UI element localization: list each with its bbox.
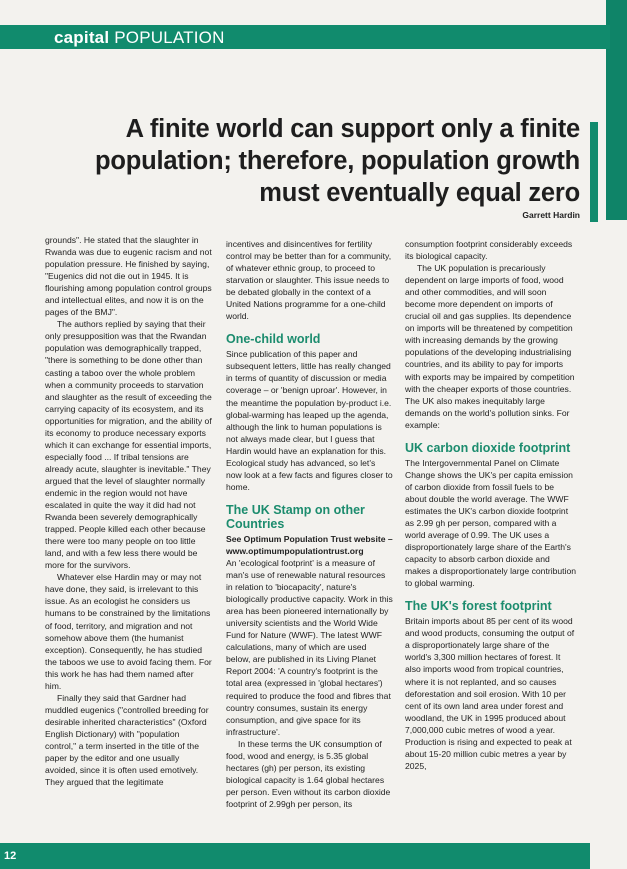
section-header-band [0,25,610,49]
headline-line-2: population; therefore, population growth [95,147,580,175]
paragraph: consumption footprint considerably exceeds its biological capacity. [405,239,573,262]
paragraph: Finally they said that Gardner had muddled eugenics ("controlled breeding for desirable inherited characteristics" (Oxford English Dictionary) with "population control," a term inserted in the title of the paper by the editor and one usually avoided, since it is often used emotively. They argued that the legitimate [45,692,209,788]
source-reference: See Optimum Population Trust website – www.optimumpopulationtrust.org [226,533,393,556]
paragraph: An 'ecological footprint' is a measure of man's use of renewable natural resources in relation to 'biocapacity', nature's biologically productive capacity. Work in this area has been pioneered internationally by university scientists and the World Wide Fund for Nature (WWF). The latest WWF calculations, many of which are used below, are published in its Living Planet Report 2004: 'A country's footprint is the total area (expressed in 'global hectares') required to produce the food and fibres that country consumes, sustain its energy consumption, and give space for its infrastructure'. [226,557,393,737]
article-column-2 [226,238,393,810]
paragraph: incentives and disincentives for fertility control may be better than for a community, of whatever ethnic group, to proceed to starvation or slaughter. This issue needs to be debated globally in the context of a United Nations programme for a one-child world. [226,239,392,322]
subheading-forest-footprint: The UK's forest footprint [405,599,552,614]
paragraph: grounds". He stated that the slaughter in Rwanda was due to eugenic racism and not population pressure. He finished by saying, "Eugenics did not die out in 1945. It is flourishing among population control groups and intellectual elites, and now it is on the pages of the BMJ". [45,235,212,318]
quote-accent-bar [590,122,598,222]
headline-line-1: A finite world can support only a finite [125,115,580,143]
article-column-3 [405,238,577,772]
section-title [54,26,225,50]
page-number: 12 [4,850,17,862]
subheading-carbon-footprint: UK carbon dioxide footprint [405,440,571,455]
paragraph: The authors replied by saying that their only presupposition was that the Rwandan population was demographically trapped, "there is something to be done other than casting a taboo over the whole problem when a community proceeds to starvation and slaughter as the result of exceeding the carrying capacity of its ecosystem, and its opportunities for migration, and the ability of its economy to produce necessary exports which it can exchange for essential imports, especially food ... If tribal tensions are already acute, slaughter is inevitable." They argued that the level of slaughter normally endemic in the region would not have escalated in quite the way it did had not Rwanda been severely demographically trapped. People killed each other because there were too many people on too little land, and with a few less there would be more for the survivors. [45,319,212,571]
pull-quote-headline [40,113,580,209]
footer-band [0,843,590,869]
subheading-uk-stamp: The UK Stamp on other Countries [226,502,365,531]
paragraph: In these terms the UK consumption of food, wood and energy, is 5.35 global hectares (gh) per person, its existing biological capacity is 1.64 global hectares per person. Even without its carbon dioxide footprint of 2.99gh per person, its [226,738,391,809]
paragraph: Whatever else Hardin may or may not have done, they said, is irrelevant to this issue. As an ecologist he considers us humans to be constrained by the limitations of food, territory, and migration and not somehow above them (the humanist exception). Consequently, he has studied the taboos we use to avoid facing them. For this work he has had them named after him. [45,572,212,691]
subheading-one-child-world: One-child world [226,332,321,347]
section-name: capital [54,28,110,47]
paragraph: The UK population is precariously dependent on large imports of food, wood and other commodities, and will soon become more dependent on imports of crucial oil and gas supplies. Its dependence on imports will be threatened by competition with increasing demands by the growing populations of the developing industrialising countries, and its ability to pay for imports with exports may be impaired by competition with the cheaper exports of those countries. The UK also makes inequitably large demands on the world's pollution sinks. For example: [405,263,575,430]
paragraph: Britain imports about 85 per cent of its wood and wood products, consuming the output of a disproportionately large share of the world's 3,300 million hectares of forest. It also imports wood from tropical countries, where it is not replanted, and so causes deforestation and soil erosion. With 10 per cent of its own land area under forest and woodland, the UK in 1995 produced about 7,000,000 cubic metres of wood a year. Production is rising and expected to peak at about 15-20 million cubic metres a year by 2025, [405,616,575,771]
headline-line-3: must eventually equal zero [259,179,580,207]
paragraph: Since publication of this paper and subsequent letters, little has really changed in terms of quantity of discussion or media coverage – or 'benign uproar'. However, in the meantime the population by-product i.e. global-warming has leaped up the agenda, although the link to human populations is not always made clear, but I guess that Hardin would have an explanation for this. Ecological study has advanced, so let's now look at a few facts and figures closer to home. [226,349,393,492]
paragraph: The Intergovernmental Panel on Climate Change shows the UK's per capita emission of carbon dioxide from fossil fuels to be about double the world average. The WWF estimates the UK's carbon dioxide footprint as 2.99 gh per person, compared with a world average of 0.99. The UK uses a disproportionately large share of the Earth's capacity to absorb carbon dioxide and makes a disproportionately large contribution to global warming. [405,457,577,589]
article-column-1 [45,234,212,788]
quote-attribution: Garrett Hardin [522,210,580,220]
section-topic: POPULATION [114,28,225,47]
